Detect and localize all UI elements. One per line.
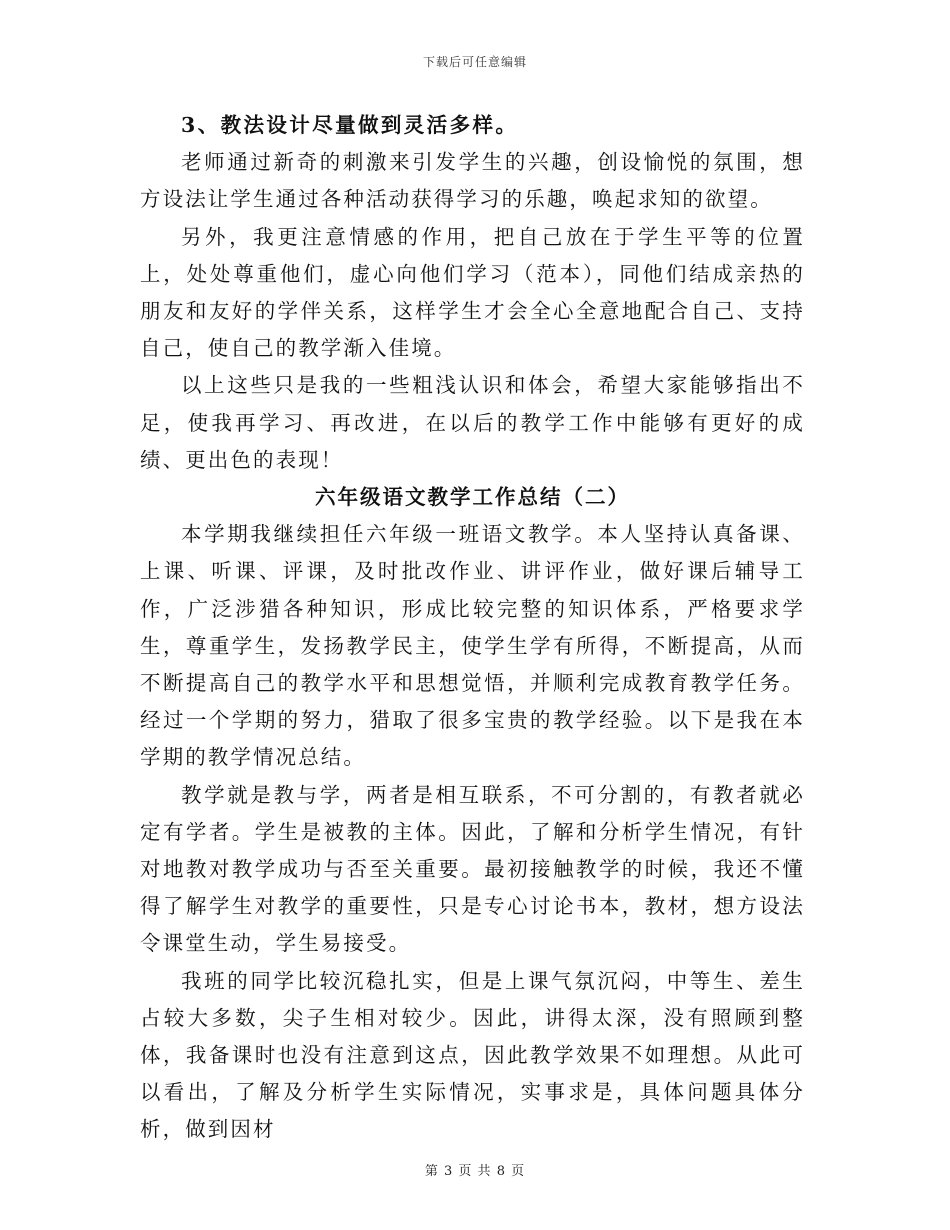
document-title: 六年级语文教学工作总结（二） [315,485,630,510]
page-header: 下载后可任意编辑 [422,55,527,69]
paragraph: 另外，我更注意情感的作用，把自己放在于学生平等的位置上，处处尊重他们，虚心向他们学习（范本），同他们结成亲热的朋友和友好的学伴关系，这样学生才会全心全意地配合自己、支持自己，使自己的教学渐入佳境。 [140,224,805,361]
paragraph: 以上这些只是我的一些粗浅认识和体会，希望大家能够指出不足，使我再学习、再改进，在以后的教学工作中能够有更好的成绩、更出色的表现！ [140,373,805,472]
paragraph: 教学就是教与学，两者是相互联系，不可分割的，有教者就必定有学者。学生是被教的主体。因此，了解和分析学生情况，有针对地教对教学成功与否至关重要。最初接触教学的时候，我还不懂得了解学生对教学的重要性，只是专心讨论书本，教材，想方设法令课堂生动，学生易接受。 [140,782,805,956]
paragraph: 老师通过新奇的刺激来引发学生的兴趣，创设愉悦的氛围，想方设法让学生通过各种活动获得学习的乐趣，唤起求知的欲望。 [140,150,805,212]
paragraph: 我班的同学比较沉稳扎实，但是上课气氛沉闷，中等生、差生占较大多数，尖子生相对较少。因此，讲得太深，没有照顾到整体，我备课时也没有注意到这点，因此教学效果不如理想。从此可以看出，了解及分析学生实际情况，实事求是，具体问题具体分析，做到因材 [140,968,805,1142]
document-body [140,107,805,1149]
section-heading: 3、教法设计尽量做到灵活多样。 [181,113,519,137]
paragraph: 本学期我继续担任六年级一班语文教学。本人坚持认真备课、上课、听课、评课，及时批改作业、讲评作业，做好课后辅导工作，广泛涉猎各种知识，形成比较完整的知识体系，严格要求学生，尊重学生，发扬教学民主，使学生学有所得，不断提高，从而不断提高自己的教学水平和思想觉悟，并顺利完成教育教学任务。经过一个学期的努力，猎取了很多宝贵的教学经验。以下是我在本学期的教学情况总结。 [140,522,805,770]
page-footer: 第 3 页 共 8 页 [424,1164,526,1179]
